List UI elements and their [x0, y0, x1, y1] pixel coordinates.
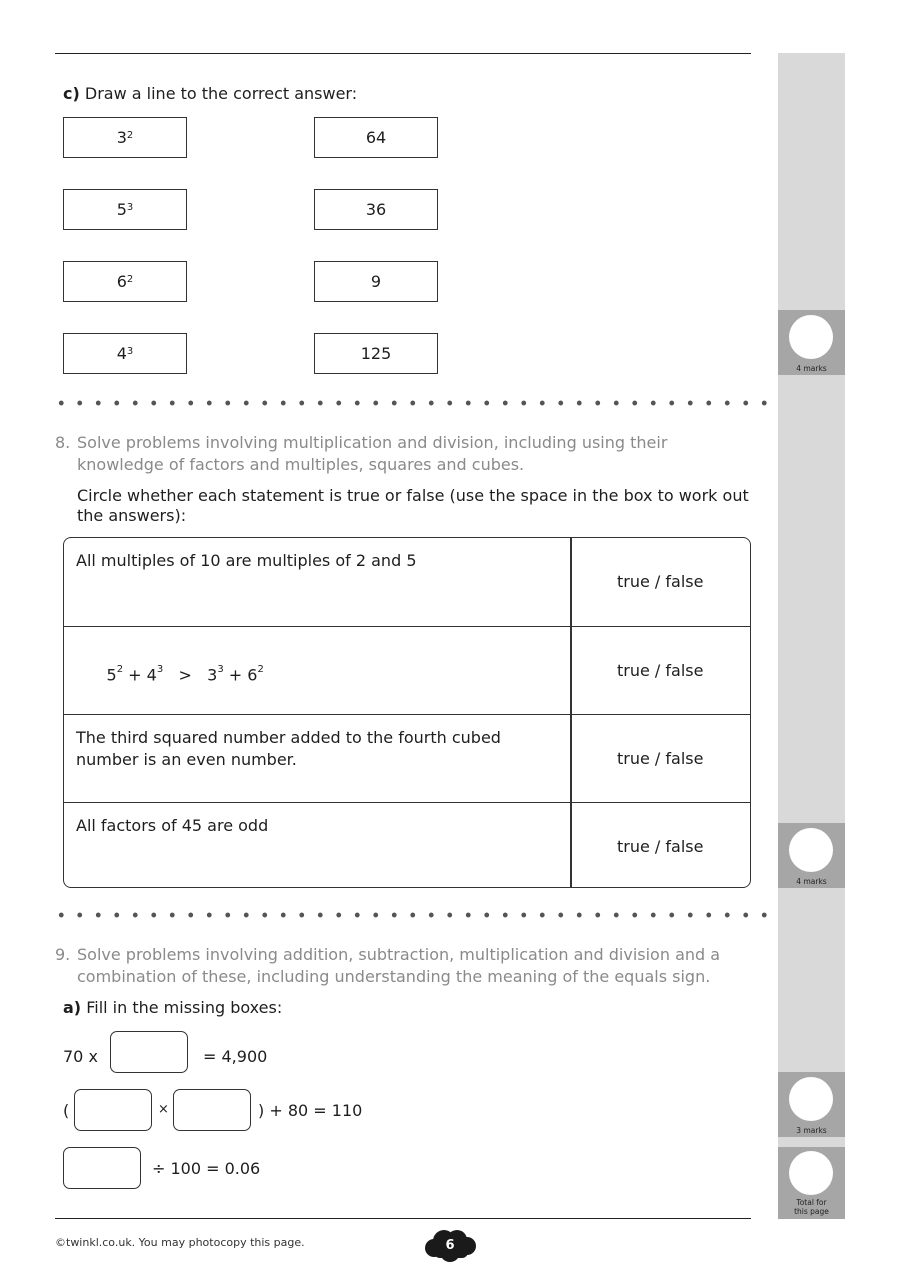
table-row	[64, 714, 750, 802]
marks-circle[interactable]	[789, 828, 833, 872]
copyright-text: ©twinkl.co.uk. You may photocopy this page.	[55, 1236, 305, 1249]
q9-number: 9.	[55, 945, 71, 964]
operator: +	[223, 665, 248, 685]
q8-number: 8.	[55, 433, 71, 452]
operator: +	[123, 665, 147, 685]
match-left-1[interactable]	[63, 117, 187, 158]
marks-circle[interactable]	[789, 315, 833, 359]
column-divider	[570, 627, 572, 714]
eq1-left: 70 x	[63, 1047, 98, 1066]
q8-objective	[55, 432, 755, 476]
marks-label: 4 marks	[796, 877, 827, 886]
answer-box[interactable]	[63, 1147, 141, 1189]
part-c-letter: c)	[63, 84, 80, 103]
true-false-choice[interactable]: true / false	[617, 661, 704, 680]
part-a-letter: a)	[63, 998, 82, 1017]
marks-circle[interactable]	[789, 1077, 833, 1121]
power-exponent: 3	[126, 202, 134, 213]
statement: All factors of 45 are odd	[76, 816, 269, 835]
eq3-right: ÷ 100 = 0.06	[152, 1159, 261, 1178]
total-circle[interactable]	[789, 1151, 833, 1195]
page-number: 6	[445, 1238, 455, 1253]
table-row	[64, 626, 750, 714]
answer-box[interactable]	[110, 1031, 188, 1073]
power-exponent: 2	[126, 130, 134, 141]
match-right-2[interactable]: 36	[314, 189, 438, 230]
margin-strip	[778, 53, 845, 1219]
true-false-choice[interactable]: true / false	[617, 749, 704, 768]
total-box	[778, 1147, 845, 1219]
marks-box-q8	[778, 823, 845, 888]
q9-objective-text: Solve problems involving addition, subtraction, multiplication and division and a combination of these, including understanding the meaning of the equals sign.	[77, 945, 721, 986]
part-a-text: Fill in the missing boxes:	[86, 998, 283, 1017]
bottom-rule	[55, 1218, 751, 1219]
power-base: 6	[116, 272, 127, 291]
part-c-heading	[63, 84, 357, 103]
column-divider	[570, 715, 572, 802]
match-left-4[interactable]	[63, 333, 187, 374]
exponent: 3	[217, 664, 224, 675]
q9-objective	[55, 944, 755, 988]
table-row	[64, 538, 750, 626]
eq1-right: = 4,900	[203, 1047, 268, 1066]
statement	[76, 639, 536, 708]
power-base: 3	[116, 128, 127, 147]
match-left-2[interactable]	[63, 189, 187, 230]
exponent: 2	[257, 664, 264, 675]
eq2-right: ) + 80 = 110	[258, 1101, 363, 1120]
top-rule	[55, 53, 751, 54]
q8-objective-text: Solve problems involving multiplication and division, including using their knowledge of factors and multiples, squares and cubes.	[77, 433, 668, 474]
section-divider	[52, 400, 772, 406]
power-base: 5	[116, 200, 127, 219]
section-divider	[52, 912, 772, 918]
match-right-4[interactable]: 125	[314, 333, 438, 374]
term: 6	[247, 665, 258, 685]
match-right-3[interactable]: 9	[314, 261, 438, 302]
power-exponent: 3	[126, 346, 134, 357]
marks-box-q9a	[778, 1072, 845, 1137]
column-divider	[570, 803, 572, 888]
power-exponent: 2	[126, 274, 134, 285]
part-c-text: Draw a line to the correct answer:	[84, 84, 358, 103]
exponent: 2	[116, 664, 124, 675]
answer-box[interactable]	[173, 1089, 251, 1131]
q8-instruction: Circle whether each statement is true or false (use the space in the box to work out the answers):	[77, 486, 749, 525]
eq2-times: ×	[158, 1102, 169, 1117]
match-left-3[interactable]	[63, 261, 187, 302]
table-row	[64, 802, 750, 888]
answer-box[interactable]	[74, 1089, 152, 1131]
true-false-choice[interactable]: true / false	[617, 837, 704, 856]
eq2-open-bracket: (	[63, 1101, 70, 1120]
operator: >	[163, 665, 208, 685]
power-base: 4	[116, 344, 127, 363]
statement: The third squared number added to the fourth cubed number is an even number.	[76, 728, 501, 769]
marks-label: 4 marks	[796, 364, 827, 373]
term: 3	[207, 665, 218, 685]
marks-box-part-c	[778, 310, 845, 375]
part-a-heading	[63, 998, 282, 1017]
true-false-choice[interactable]: true / false	[617, 572, 704, 591]
column-divider	[570, 538, 572, 626]
total-label-line1: Total for	[796, 1198, 827, 1207]
term: 4	[146, 665, 157, 685]
statement: All multiples of 10 are multiples of 2 and 5	[76, 551, 417, 570]
true-false-table	[63, 537, 751, 888]
term: 5	[106, 665, 117, 685]
exponent: 3	[156, 664, 164, 675]
page-number-badge	[420, 1226, 480, 1264]
match-right-1[interactable]: 64	[314, 117, 438, 158]
marks-label: 3 marks	[796, 1126, 827, 1135]
total-label-line2: this page	[794, 1207, 829, 1216]
